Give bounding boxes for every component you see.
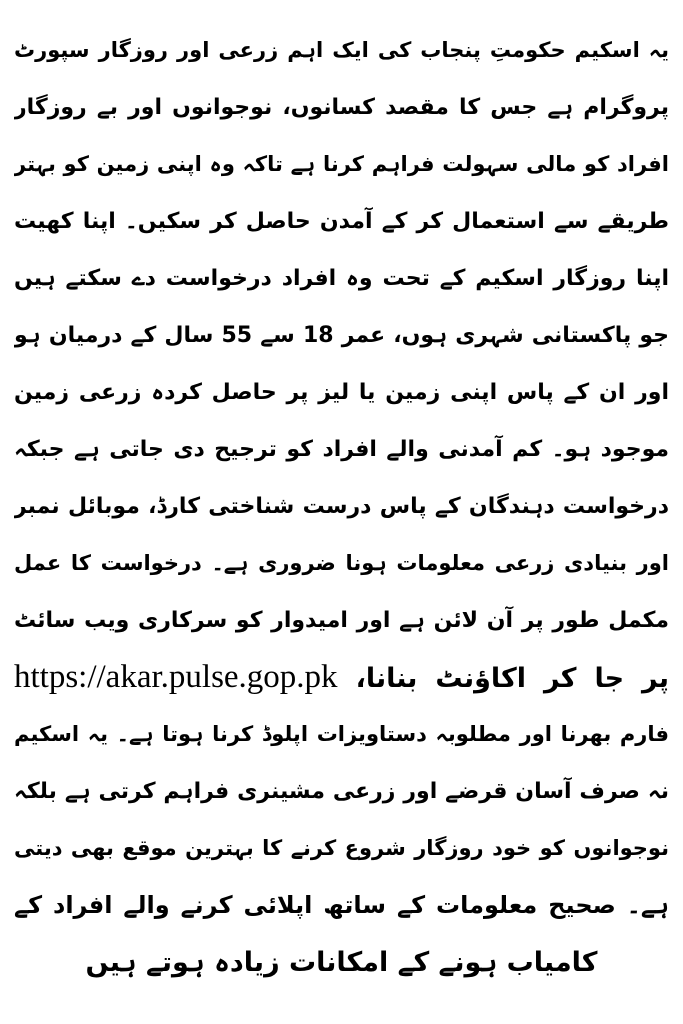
paragraph-line: ہے۔ صحیح معلومات کے ساتھ اپلائی کرنے والے افراد کے xyxy=(14,891,669,919)
paragraph-line: نہ صرف آسان قرضے اور زرعی مشینری فراہم کرتی ہے بلکہ xyxy=(14,779,669,804)
paragraph-line: افراد کو مالی سہولت فراہم کرنا ہے تاکہ وہ اپنی زمین کو بہتر xyxy=(14,152,669,176)
paragraph-line: فارم بھرنا اور مطلوبہ دستاویزات اپلوڈ کرنا ہوتا ہے۔ یہ اسکیم xyxy=(14,722,669,746)
paragraph-line: نوجوانوں کو خود روزگار شروع کرنے کا بہترین موقع بھی دیتی xyxy=(14,836,669,860)
paragraph-line: جو پاکستانی شہری ہوں، عمر 18 سے 55 سال کے درمیان ہو xyxy=(14,323,669,348)
paragraph-line: اور ان کے پاس اپنی زمین یا لیز پر حاصل کردہ زرعی زمین xyxy=(14,380,669,405)
paragraph-line: درخواست دہندگان کے پاس درست شناختی کارڈ، موبائل نمبر xyxy=(14,494,669,519)
paragraph-line: مکمل طور پر آن لائن ہے اور امیدوار کو سرکاری ویب سائٹ xyxy=(14,608,669,633)
paragraph-line: طریقے سے استعمال کر کے آمدن حاصل کر سکیں۔ اپنا کھیت xyxy=(14,209,669,234)
url-line-text: پر جا کر اکاؤنٹ بنانا، xyxy=(355,663,669,694)
paragraph-line: یہ اسکیم حکومتِ پنجاب کی ایک اہم زرعی اور روزگار سپورٹ xyxy=(14,38,669,62)
paragraph-line: اور بنیادی زرعی معلومات ہونا ضروری ہے۔ درخواست کا عمل xyxy=(14,551,669,575)
paragraph-line-with-url xyxy=(14,649,669,706)
paragraph-last-line: کامیاب ہونے کے امکانات زیادہ ہوتے ہیں xyxy=(85,947,598,978)
website-url: https://akar.pulse.gop.pk xyxy=(14,659,338,695)
urdu-paragraph xyxy=(14,22,669,991)
paragraph-line: موجود ہو۔ کم آمدنی والے افراد کو ترجیح دی جاتی ہے جبکہ xyxy=(14,437,669,462)
paragraph-line: پروگرام ہے جس کا مقصد کسانوں، نوجوانوں اور بے روزگار xyxy=(14,95,669,120)
paragraph-line: اپنا روزگار اسکیم کے تحت وہ افراد درخواست دے سکتے ہیں xyxy=(14,266,669,291)
